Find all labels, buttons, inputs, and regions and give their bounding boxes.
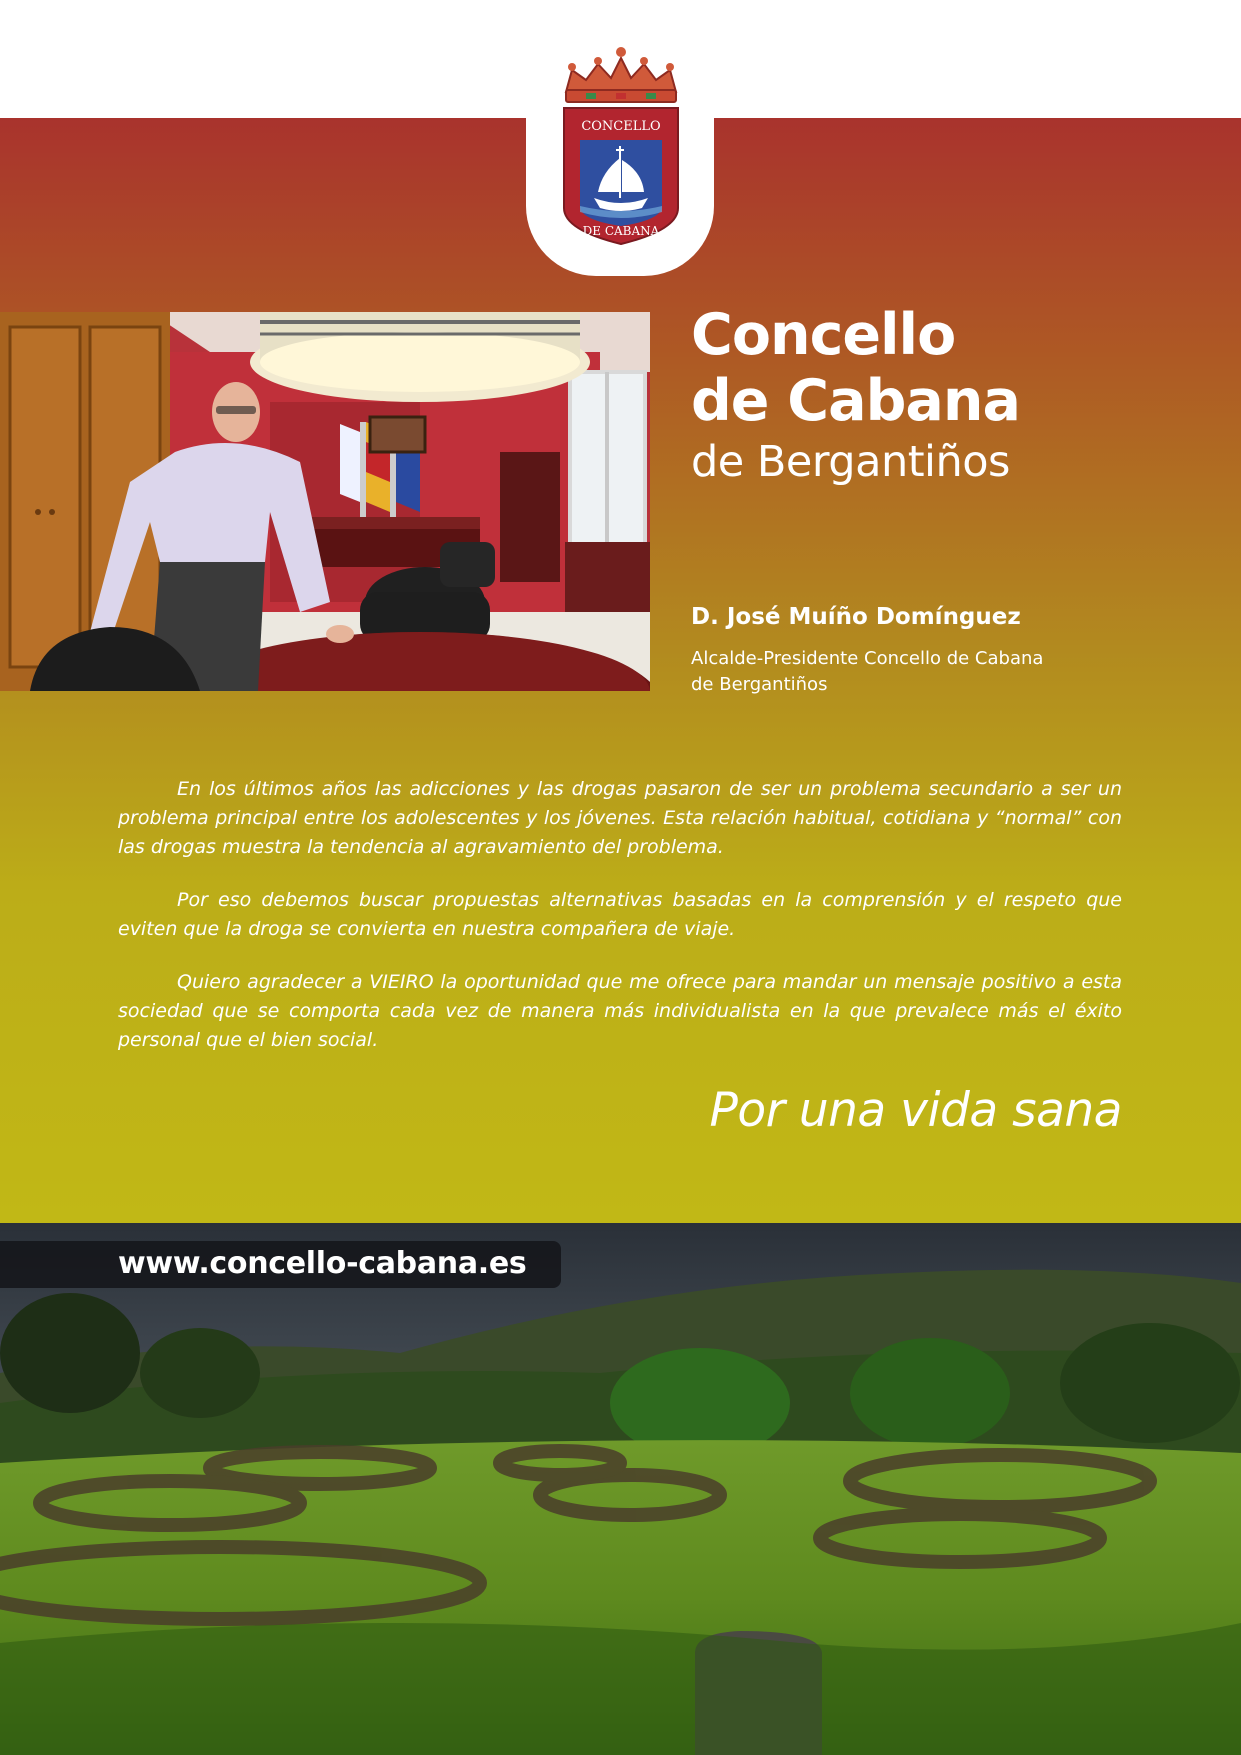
municipality-title <box>691 302 1020 490</box>
mayor-office-photo <box>0 312 650 691</box>
message-body <box>118 775 1122 1079</box>
mayor-name: D. José Muíño Domínguez <box>691 604 1021 630</box>
paragraph-3: Quiero agradecer a VIEIRO la oportunidad que me ofrece para mandar un mensaje positivo a esta sociedad que se comporta cada vez de manera más individualista en la que prevalece más el éxito personal que el bien social. <box>118 971 1122 1051</box>
svg-text:CONCELLO: CONCELLO <box>581 119 661 134</box>
slogan: Por una vida sana <box>709 1083 1122 1138</box>
title-line-2: de Cabana <box>691 368 1020 434</box>
coat-of-arms-logo <box>556 40 686 245</box>
website-link[interactable]: www.concello-cabana.es <box>118 1246 527 1281</box>
svg-text:DE CABANA: DE CABANA <box>582 224 660 238</box>
castro-landscape-photo <box>0 1223 1241 1755</box>
title-line-3: de Bergantiños <box>691 437 1010 487</box>
mayor-role: Alcalde-Presidente Concello de Cabana de Bergantiños <box>691 648 1044 695</box>
paragraph-2: Por eso debemos buscar propuestas alternativas basadas en la comprensión y el respeto que eviten que la droga se convierta en nuestra compañera de viaje. <box>118 889 1122 940</box>
title-line-1: Concello <box>691 302 956 368</box>
paragraph-1: En los últimos años las adicciones y las drogas pasaron de ser un problema secundario a ser un problema principal entre los adolescentes y los jóvenes. Esta relación habitual, cotidiana y “normal” con las drogas muestra la tendencia al agravamiento del problema. <box>118 778 1122 858</box>
crown-icon <box>566 47 676 102</box>
